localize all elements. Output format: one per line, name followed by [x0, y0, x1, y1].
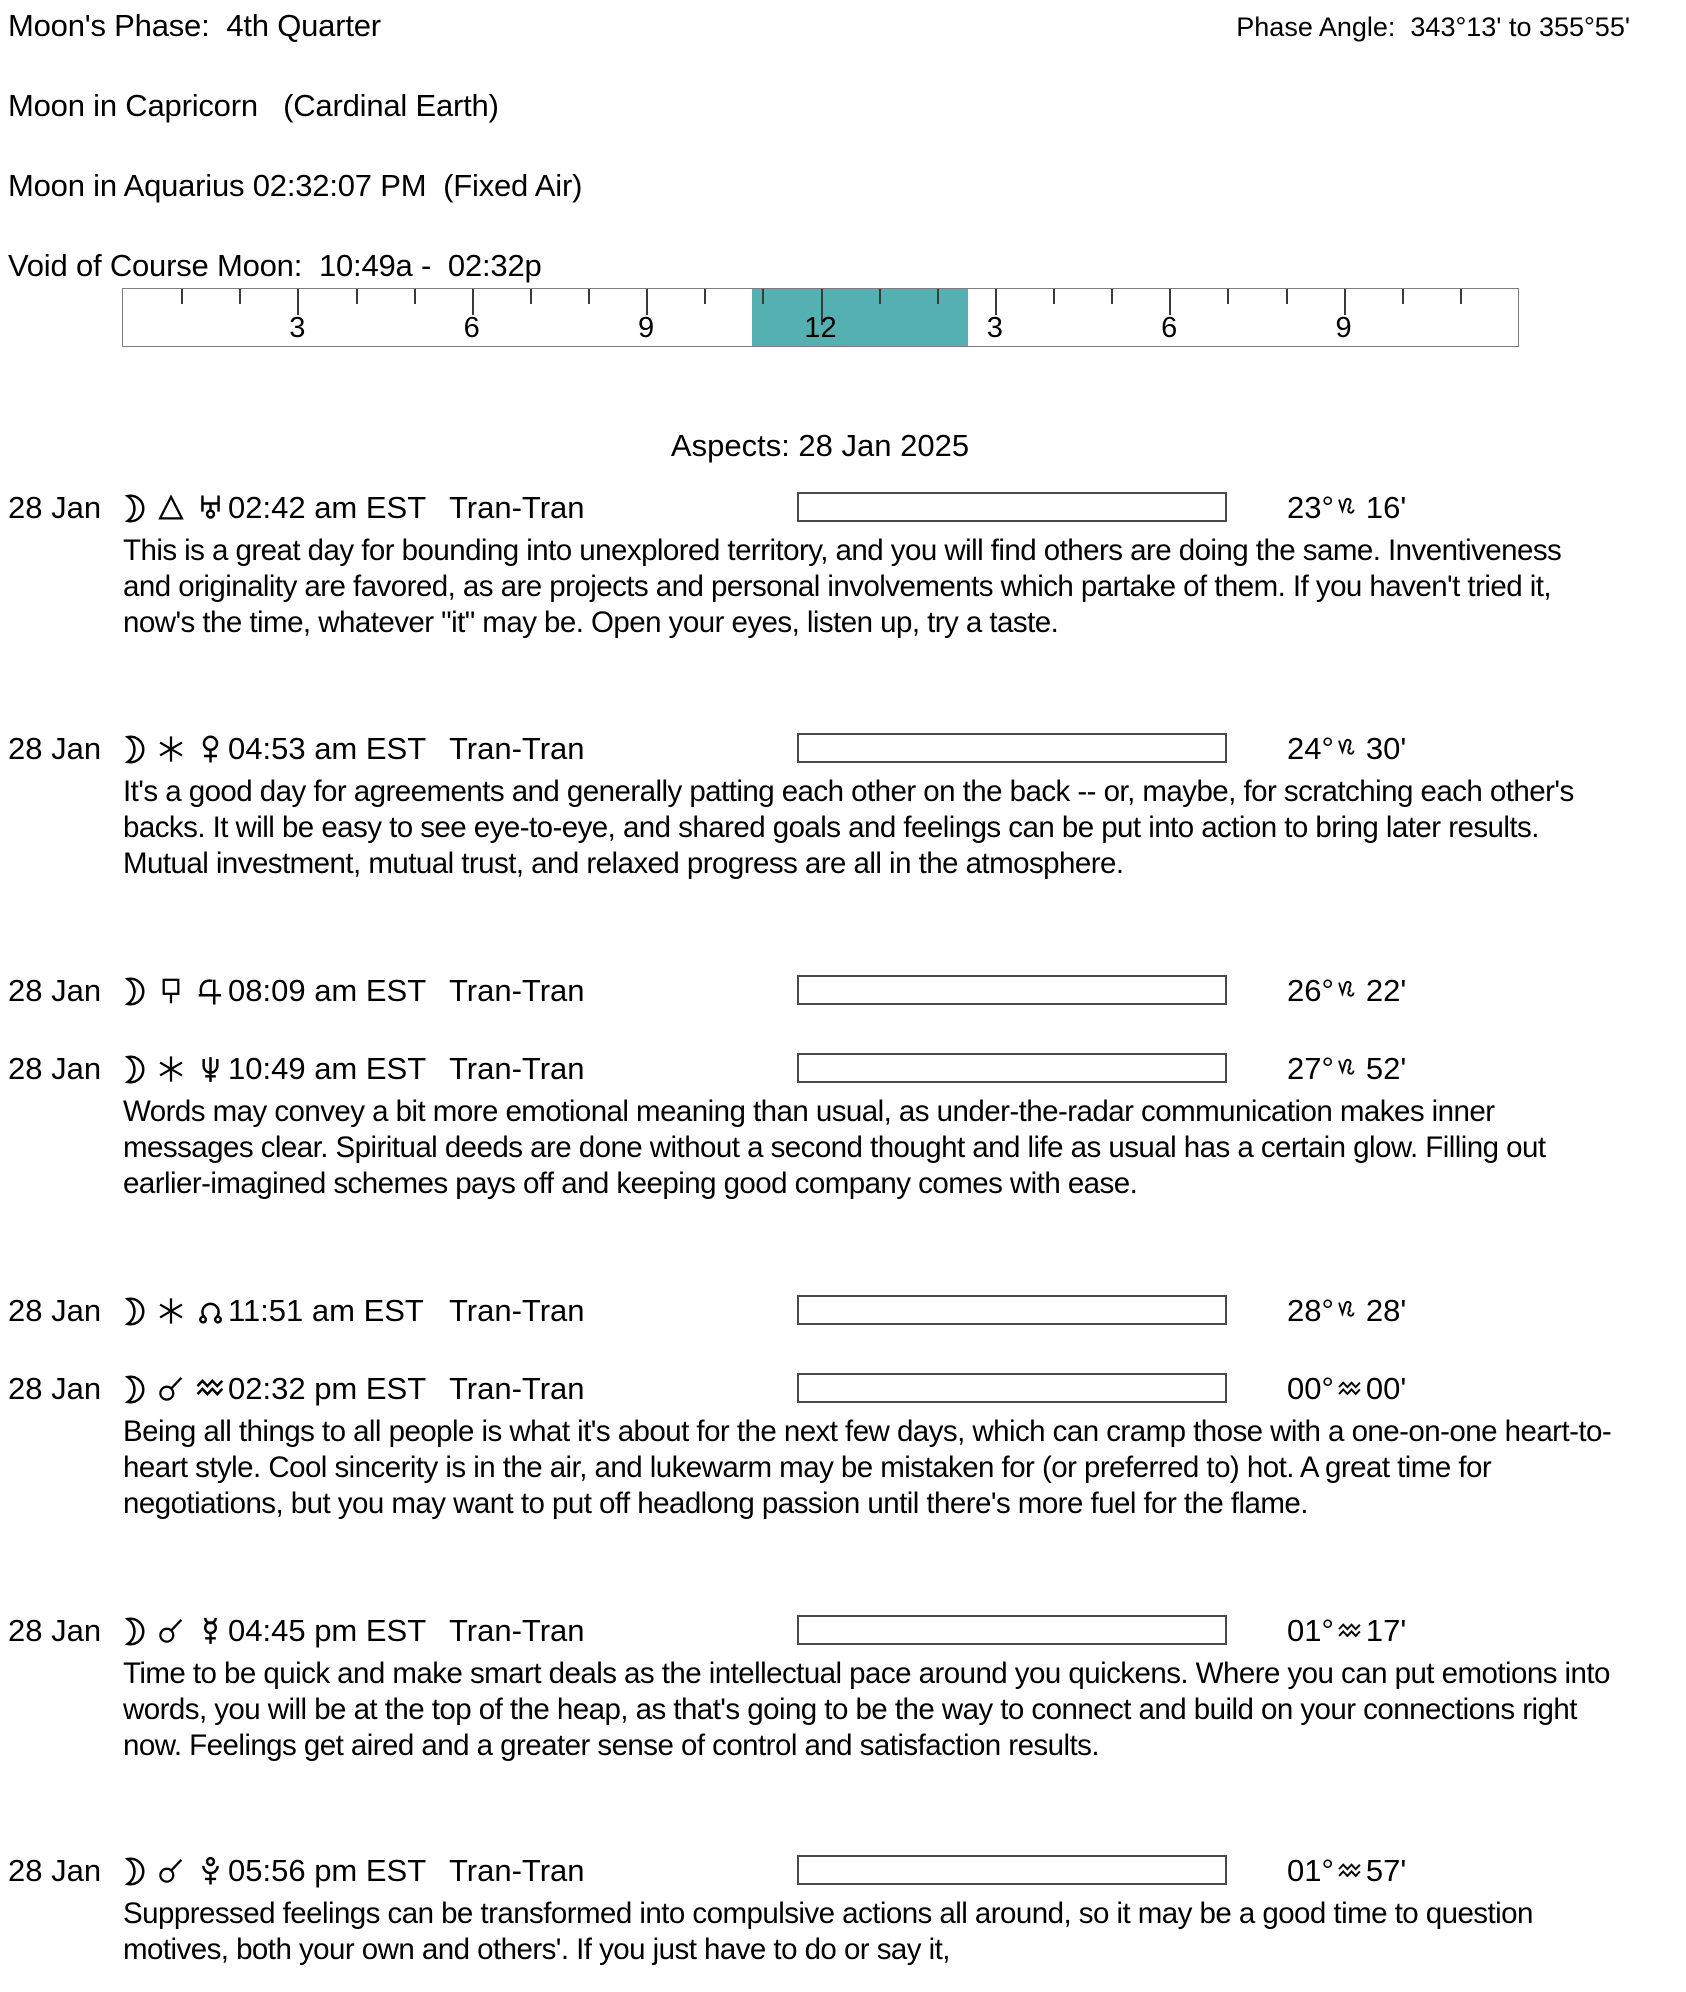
aspect-glyphs	[116, 1293, 226, 1329]
aspect-time: 08:09 am EST	[228, 973, 427, 1008]
capricorn-icon	[1337, 1057, 1363, 1083]
aspect-degree	[1287, 1051, 1406, 1087]
aspect-row-header	[0, 1853, 1686, 1889]
ruler-hour-label: 9	[1335, 312, 1352, 344]
void-period-highlight	[752, 289, 968, 346]
aspect-progress-bar	[797, 1295, 1227, 1325]
aspect-row	[0, 973, 1686, 1009]
aspect-interpretation-text: Suppressed feelings can be transformed into compulsive actions all around, so it may be a good time to question motives, both your own and others'. If you just have to do or say it,	[123, 1897, 1533, 1966]
aspect-progress-bar	[797, 1053, 1227, 1083]
aspect-degree	[1287, 1853, 1406, 1889]
north-node-icon	[195, 1296, 226, 1327]
ruler-hour-label: 6	[1161, 312, 1178, 344]
venus-icon	[195, 734, 226, 765]
moons-phase-line: Moon's Phase: 4th Quarter	[8, 8, 381, 43]
void-of-course-ruler	[122, 288, 1519, 347]
ruler-hour-label: 12	[804, 312, 837, 344]
minute-value: 52'	[1365, 1051, 1407, 1086]
aspect-glyphs	[116, 973, 226, 1009]
aspect-progress-bar	[797, 975, 1227, 1005]
moon-icon	[116, 1616, 147, 1647]
aspect-type: Tran-Tran	[449, 973, 585, 1008]
aspect-row	[0, 1293, 1686, 1329]
aspect-row-header	[0, 1051, 1686, 1087]
aspect-date: 28 Jan	[8, 731, 102, 766]
aspect-row-header	[0, 1371, 1686, 1407]
ruler-tick	[1460, 289, 1462, 304]
aspect-degree	[1287, 1371, 1406, 1407]
aspect-date: 28 Jan	[8, 1051, 102, 1086]
ruler-tick	[1227, 289, 1229, 304]
aspect-interpretation-text: It's a good day for agreements and generally patting each other on the back -- or, maybe, for scratching each other's backs. It will be easy to see eye-to-eye, and shared goals and feelings can be put into action to bring later results. Mutual investment, mutual trust, and relaxed progress are all in the atmosphere.	[123, 775, 1574, 880]
degree-value: 01°	[1287, 1613, 1334, 1648]
degree-value: 28°	[1287, 1293, 1334, 1328]
aspect-degree	[1287, 1293, 1406, 1329]
degree-value: 00°	[1287, 1371, 1334, 1406]
pluto-icon	[195, 1856, 226, 1887]
aspect-row	[0, 1051, 1686, 1202]
void-of-course-line: Void of Course Moon: 10:49a - 02:32p	[8, 248, 542, 283]
ruler-tick	[762, 289, 764, 304]
aspect-progress-bar	[797, 1855, 1227, 1885]
aspect-progress-bar	[797, 1373, 1227, 1403]
ruler-hour-label: 6	[463, 312, 480, 344]
aspect-interpretation-text: Words may convey a bit more emotional meaning than usual, as under-the-radar communication makes inner messages clear. Spiritual deeds are done without a second thought and life as usual has a certain glow. Filling out earlier-imagined schemes pays off and keeping good company comes with ease.	[123, 1095, 1546, 1200]
moon-icon	[116, 1856, 147, 1887]
neptune-icon	[195, 1054, 226, 1085]
minute-value: 17'	[1365, 1613, 1407, 1648]
ruler-tick	[530, 289, 532, 304]
aspect-row	[0, 1371, 1686, 1522]
capricorn-icon	[1337, 496, 1363, 522]
ruler-tick	[588, 289, 590, 304]
ruler-tick	[239, 289, 241, 304]
conjunction-icon	[157, 1375, 185, 1403]
aspect-degree	[1287, 731, 1406, 767]
aspect-row-header	[0, 1613, 1686, 1649]
ruler-tick	[937, 289, 939, 304]
aspect-progress-bar	[797, 492, 1227, 522]
ruler-hour-label: 3	[986, 312, 1003, 344]
aspect-row-header	[0, 731, 1686, 767]
mercury-icon	[195, 1616, 226, 1647]
aspect-time: 04:45 pm EST	[228, 1613, 427, 1648]
aspect-interpretation-text: Time to be quick and make smart deals as the intellectual pace around you quickens. Where you can put emotions into words, you will be at the top of the heap, as that's going to be the way to connect and build on your connections right now. Feelings get aired and a greater sense of control and satisfaction results.	[123, 1657, 1610, 1762]
moon-icon	[116, 1296, 147, 1327]
aspect-glyphs	[116, 1051, 226, 1087]
aspect-date: 28 Jan	[8, 973, 102, 1008]
aspect-degree	[1287, 1613, 1406, 1649]
aspect-row-header	[0, 490, 1686, 526]
degree-value: 01°	[1287, 1853, 1334, 1888]
ruler-tick	[414, 289, 416, 304]
aspect-glyphs	[116, 1853, 226, 1889]
aspect-row	[0, 1853, 1686, 1968]
ruler-hour-label: 9	[638, 312, 655, 344]
ruler-tick	[1402, 289, 1404, 304]
ruler-tick	[181, 289, 183, 304]
minute-value: 22'	[1365, 973, 1407, 1008]
aspect-glyphs	[116, 490, 226, 526]
minute-value: 30'	[1365, 731, 1407, 766]
aspect-type: Tran-Tran	[449, 731, 585, 766]
moon-sign-line-2: Moon in Aquarius 02:32:07 PM (Fixed Air)	[8, 168, 583, 203]
moon-icon	[116, 976, 147, 1007]
aspect-type: Tran-Tran	[449, 1613, 585, 1648]
aspect-date: 28 Jan	[8, 490, 102, 525]
aspect-date: 28 Jan	[8, 1371, 102, 1406]
aspect-progress-bar	[797, 733, 1227, 763]
aspect-type: Tran-Tran	[449, 1853, 585, 1888]
moon-icon	[116, 493, 147, 524]
ruler-tick	[1111, 289, 1113, 304]
aspect-degree	[1287, 490, 1406, 526]
ruler-hour-label: 3	[289, 312, 306, 344]
sextile-icon	[157, 735, 185, 763]
minute-value: 57'	[1365, 1853, 1407, 1888]
conjunction-icon	[157, 1857, 185, 1885]
moon-icon	[116, 1054, 147, 1085]
aspect-row-header	[0, 973, 1686, 1009]
aspect-degree	[1287, 973, 1406, 1009]
aspect-progress-bar	[797, 1615, 1227, 1645]
aspect-type: Tran-Tran	[449, 1293, 585, 1328]
sextile-icon	[157, 1055, 185, 1083]
aspect-date: 28 Jan	[8, 1293, 102, 1328]
aspect-time: 05:56 pm EST	[228, 1853, 427, 1888]
ruler-tick	[1286, 289, 1288, 304]
aspect-interpretation-text: Being all things to all people is what it's about for the next few days, which can cramp those with a one-on-one heart-to-heart style. Cool sincerity is in the air, and lukewarm may be mistaken for (or preferred to) hot. A great time for negotiations, but you may want to put off headlong passion until there's more fuel for the flame.	[123, 1415, 1612, 1520]
capricorn-icon	[1337, 1299, 1363, 1325]
degree-value: 24°	[1287, 731, 1334, 766]
aspect-time: 10:49 am EST	[228, 1051, 427, 1086]
aspect-type: Tran-Tran	[449, 1371, 585, 1406]
aquarius-icon	[1337, 1377, 1363, 1403]
trine-icon	[157, 494, 185, 522]
aspect-time: 04:53 am EST	[228, 731, 427, 766]
moon-sign-line-1: Moon in Capricorn (Cardinal Earth)	[8, 88, 499, 123]
aspect-glyphs	[116, 1613, 226, 1649]
degree-value: 26°	[1287, 973, 1334, 1008]
aspect-type: Tran-Tran	[449, 490, 585, 525]
phase-angle-line: Phase Angle: 343°13' to 355°55'	[1236, 12, 1630, 42]
aspect-type: Tran-Tran	[449, 1051, 585, 1086]
aspect-row	[0, 1613, 1686, 1764]
degree-value: 23°	[1287, 490, 1334, 525]
ruler-tick	[1053, 289, 1055, 304]
aspects-title: Aspects: 28 Jan 2025	[670, 428, 970, 463]
degree-value: 27°	[1287, 1051, 1334, 1086]
aquarius-icon	[195, 1374, 226, 1405]
minute-value: 16'	[1365, 490, 1407, 525]
uranus-icon	[195, 493, 226, 524]
minute-value: 00'	[1365, 1371, 1407, 1406]
aspect-interpretation-text: This is a great day for bounding into unexplored territory, and you will find others are doing the same. Inventiveness and originality are favored, as are projects and personal involvements which partake of them. If you haven't tried it, now's the time, whatever "it" may be. Open your eyes, listen up, try a taste.	[123, 534, 1562, 639]
conjunction-icon	[157, 1617, 185, 1645]
aspect-time: 11:51 am EST	[228, 1293, 424, 1328]
moon-icon	[116, 734, 147, 765]
aspect-time: 02:32 pm EST	[228, 1371, 427, 1406]
sextile-icon	[157, 1297, 185, 1325]
aquarius-icon	[1337, 1619, 1363, 1645]
aspect-date: 28 Jan	[8, 1613, 102, 1648]
minute-value: 28'	[1365, 1293, 1407, 1328]
aspect-glyphs	[116, 1371, 226, 1407]
jupiter-icon	[195, 976, 226, 1007]
aspect-date: 28 Jan	[8, 1853, 102, 1888]
aquarius-icon	[1337, 1859, 1363, 1885]
moon-icon	[116, 1374, 147, 1405]
aspect-time: 02:42 am EST	[228, 490, 427, 525]
aspect-row-header	[0, 1293, 1686, 1329]
ruler-tick	[356, 289, 358, 304]
sesquiquadrate-icon	[157, 977, 185, 1005]
aspect-row	[0, 731, 1686, 882]
capricorn-icon	[1337, 979, 1363, 1005]
ruler-tick	[879, 289, 881, 304]
aspect-glyphs	[116, 731, 226, 767]
aspect-row	[0, 490, 1686, 641]
ruler-tick	[704, 289, 706, 304]
capricorn-icon	[1337, 737, 1363, 763]
